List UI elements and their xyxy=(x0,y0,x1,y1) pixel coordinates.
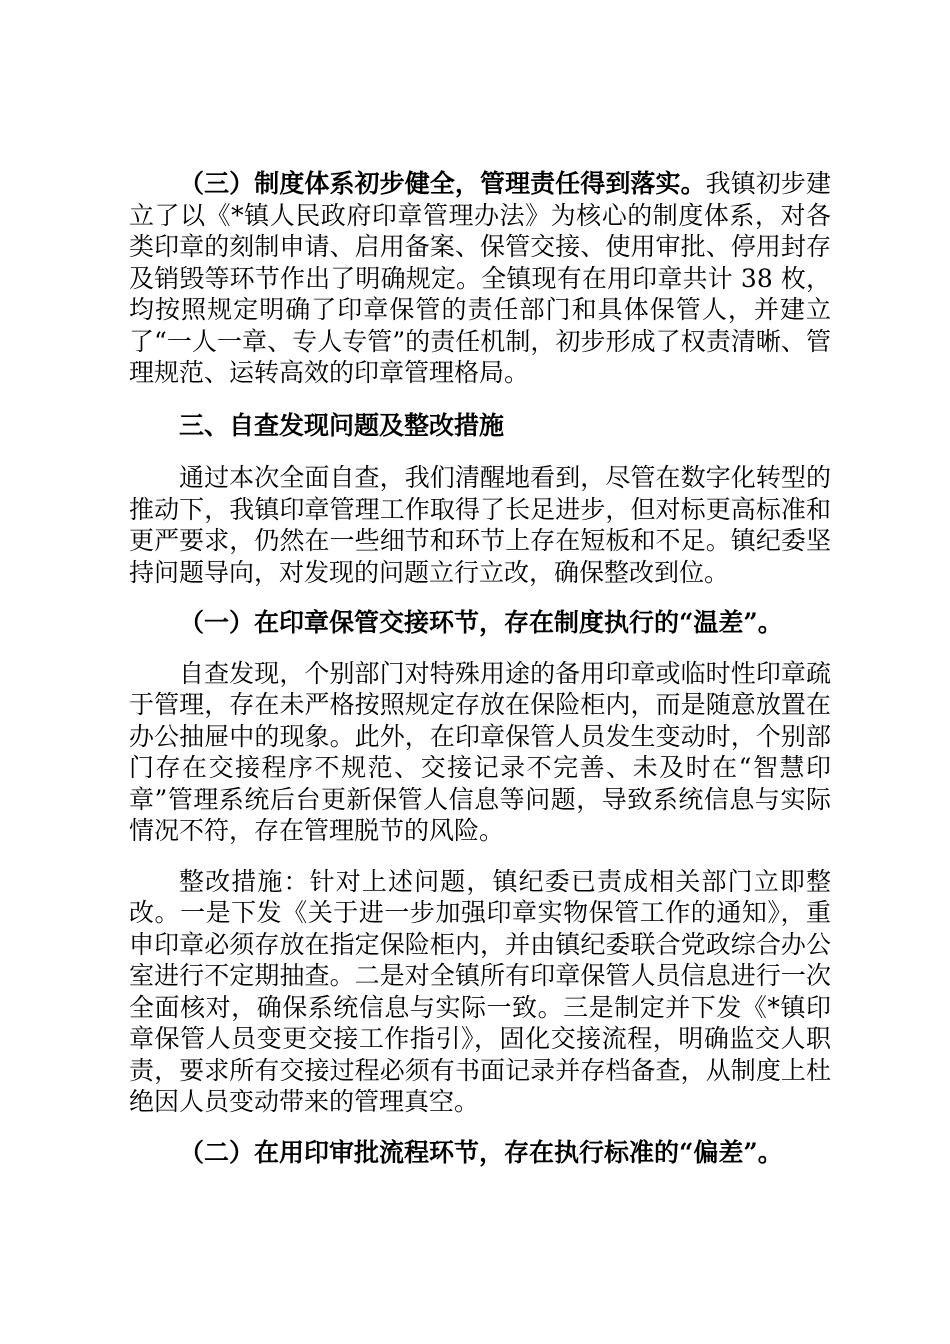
paragraph-body: 我镇初步建立了以《*镇人民政府印章管理办法》为核心的制度体系，对各类印章的刻制申请、启用备案、保管交接、使用审批、停用封存及销毁等环节作出了明确规定。全镇现有在用印章共计 38 枚，均按照规定明确了印章保管的责任部门和具体保管人，并建立了“一人一章、专人专管”的责任机制，初步形成了权责清晰、管理规范、运转高效的印章管理格局。 xyxy=(129,169,831,387)
paragraph-lead-heading: （三）制度体系初步健全，管理责任得到落实。 xyxy=(179,169,706,198)
subheading-approval-process: （二）在用印审批流程环节，存在执行标准的“偏差”。 xyxy=(179,1137,783,1167)
section-heading-self-inspection: 三、自查发现问题及整改措施 xyxy=(179,410,505,440)
paragraph-custody-rectification: 整改措施：针对上述问题，镇纪委已责成相关部门立即整改。一是下发《关于进一步加强印章实物保管工作的通知》，重申印章必须存放在指定保险柜内，并由镇纪委联合党政综合办公室进行不定期抽查。二是对全镇所有印章保管人员信息进行一次全面核对，确保系统信息与实际一致。三是制定并下发《*镇印章保管人员变更交接工作指引》，固化交接流程，明确监交人职责，要求所有交接过程必须有书面记录并存档备查，从制度上杜绝因人员变动带来的管理真空。 xyxy=(129,866,831,1116)
paragraph-institution-system xyxy=(129,168,831,389)
paragraph-inspection-overview: 通过本次全面自查，我们清醒地看到，尽管在数字化转型的推动下，我镇印章管理工作取得了长足进步，但对标更高标准和更严要求，仍然在一些细节和环节上存在短板和不足。镇纪委坚持问题导向，对发现的问题立行立改，确保整改到位。 xyxy=(129,463,831,587)
paragraph-custody-findings: 自查发现，个别部门对特殊用途的备用印章或临时性印章疏于管理，存在未严格按照规定存放在保险柜内，而是随意放置在办公抽屉中的现象。此外，在印章保管人员发生变动时，个别部门存在交接程序不规范、交接记录不完善、未及时在“智慧印章”管理系统后台更新保管人信息等问题，导致系统信息与实际情况不符，存在管理脱节的风险。 xyxy=(129,658,831,845)
document-page xyxy=(129,168,831,1168)
subheading-seal-custody: （一）在印章保管交接环节，存在制度执行的“温差”。 xyxy=(179,608,783,637)
